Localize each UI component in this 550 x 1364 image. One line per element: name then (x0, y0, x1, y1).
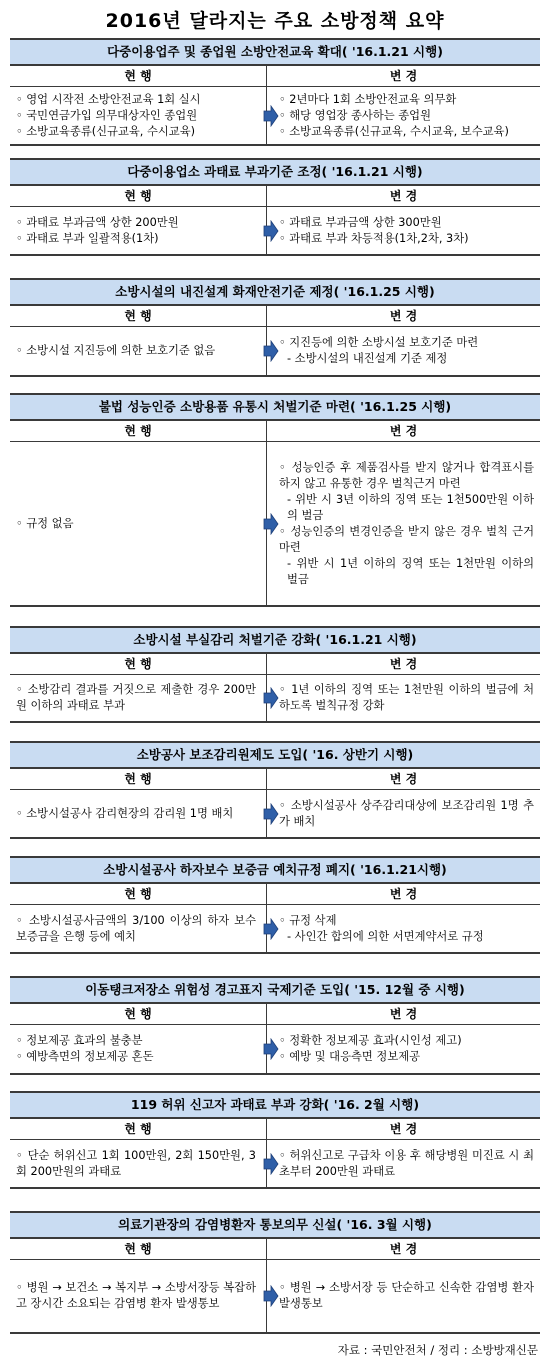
policy-item: ◦ 정보제공 효과의 불충분 (16, 1034, 143, 1047)
section-header: 소방시설 부실감리 처벌기준 강화( '16.1.21 시행) (10, 626, 540, 654)
change-column-header: 변 경 (389, 69, 418, 83)
current-policy-cell (10, 442, 267, 605)
policy-item: ◦ 규정 없음 (16, 516, 74, 530)
policy-section (10, 856, 540, 954)
policy-item: ◦ 과태료 부과금액 상한 300만원 (279, 215, 442, 229)
arrow-right-icon (263, 918, 279, 940)
policy-item: ◦ 허위신고로 구급차 이용 후 해당병원 미진료 시 최초부터 200만원 과태료 (279, 1148, 534, 1178)
policy-item: ◦ 국민연금가입 의무대상자인 종업원 (16, 108, 198, 122)
arrow-right-icon (263, 105, 279, 127)
policy-item: ◦ 소방교육종류(신규교육, 수시교육) (16, 124, 196, 138)
current-policy-cell (10, 905, 267, 952)
current-policy-cell (10, 1260, 267, 1332)
arrow-right-icon (263, 803, 279, 825)
current-policy-cell (10, 1025, 267, 1073)
comparison-table (10, 66, 540, 146)
arrow-right-icon (263, 687, 279, 709)
policy-item: ◦ 단순 허위신고 1회 100만원, 2회 150만원, 3회 200만원의 과태료 (16, 1148, 256, 1178)
policy-item: ◦ 해당 영업장 종사하는 종업원 (279, 108, 431, 122)
policy-section (10, 38, 540, 146)
arrow-right-icon (263, 1285, 279, 1307)
changed-policy-cell (267, 675, 540, 721)
section-header: 불법 성능인증 소방용품 유통시 처벌기준 마련( '16.1.25 시행) (10, 393, 540, 421)
current-column-header: 현 행 (10, 66, 267, 86)
arrow-right-icon (263, 1038, 279, 1060)
policy-item: - 소방시설의 내진설계 기준 제정 (287, 352, 448, 365)
policy-item: ◦ 병원 → 소방서장 등 단순하고 신속한 감염병 환자 발생통보 (279, 1281, 534, 1310)
policy-item: ◦ 예방측면의 정보제공 혼돈 (16, 1050, 154, 1063)
current-policy-cell (10, 1140, 267, 1187)
section-header: 119 허위 신고자 과태료 부과 강화( '16. 2월 시행) (10, 1091, 540, 1119)
changed-policy-cell (267, 1140, 540, 1187)
changed-policy-cell (267, 790, 540, 837)
policy-item: ◦ 2년마다 1회 소방안전교육 의무화 (279, 92, 457, 106)
current-column-header: 현 행 (10, 884, 267, 904)
current-policy-cell (10, 675, 267, 721)
current-column-header: 현 행 (10, 1119, 267, 1139)
change-column-header: 변 경 (389, 309, 418, 323)
policy-section (10, 976, 540, 1075)
policy-item: - 사인간 합의에 의한 서면계약서로 규정 (287, 929, 484, 943)
change-column-header: 변 경 (389, 657, 418, 671)
policy-item: ◦ 소방감리 결과를 거짓으로 제출한 경우 200만원 이하의 과태료 부과 (16, 683, 256, 712)
section-header: 다중이용업주 및 종업원 소방안전교육 확대( '16.1.21 시행) (10, 38, 540, 66)
section-header: 소방시설공사 하자보수 보증금 예치규정 폐지( '16.1.21시행) (10, 856, 540, 884)
policy-item: - 위반 시 3년 이하의 징역 또는 1천500만원 이하의 벌금 (287, 492, 534, 522)
policy-item: - 위반 시 1년 이하의 징역 또는 1천만원 이하의 벌금 (287, 556, 534, 586)
changed-policy-cell (267, 1260, 540, 1332)
change-column-header: 변 경 (389, 887, 418, 901)
policy-section (10, 1211, 540, 1334)
change-column-header: 변 경 (389, 772, 418, 786)
policy-section (10, 626, 540, 723)
policy-item: ◦ 과태료 부과금액 상한 200만원 (16, 215, 179, 229)
policy-section (10, 393, 540, 607)
arrow-right-icon (263, 513, 279, 535)
changed-policy-cell (267, 327, 540, 375)
policy-item: ◦ 영업 시작전 소방안전교육 1회 실시 (16, 92, 201, 106)
arrow-right-icon (263, 220, 279, 242)
change-column-header: 변 경 (389, 1242, 418, 1256)
changed-policy-cell (267, 87, 540, 144)
policy-section (10, 741, 540, 839)
policy-item: ◦ 1년 이하의 징역 또는 1천만원 이하의 벌금에 처하도록 벌칙규정 강화 (279, 683, 534, 712)
policy-item: ◦ 예방 및 대응측면 정보제공 (279, 1050, 421, 1063)
policy-item: ◦ 소방시설공사 감리현장의 감리원 1명 배치 (16, 806, 234, 820)
change-column-header: 변 경 (389, 424, 418, 438)
comparison-table (10, 1239, 540, 1334)
policy-item: ◦ 소방시설공사금액의 3/100 이상의 하자 보수 보증금을 은행 등에 예치 (16, 913, 256, 943)
comparison-table (10, 306, 540, 377)
section-header: 다중이용업소 과태료 부과기준 조정( '16.1.21 시행) (10, 158, 540, 186)
changed-policy-cell (267, 905, 540, 952)
current-policy-cell (10, 327, 267, 375)
current-policy-cell (10, 87, 267, 144)
current-column-header: 현 행 (10, 1239, 267, 1259)
change-column-header: 변 경 (389, 1122, 418, 1136)
change-column-header: 변 경 (389, 189, 418, 203)
comparison-table (10, 769, 540, 839)
current-policy-cell (10, 207, 267, 254)
policy-item: ◦ 성능인증 후 제품검사를 받지 않거나 합격표시를 하지 않고 유통한 경우 벌칙근거 마련 (279, 460, 534, 490)
policy-item: ◦ 정확한 정보제공 효과(시인성 제고) (279, 1034, 462, 1047)
policy-item: ◦ 지진등에 의한 소방시설 보호기준 마련 (279, 336, 479, 349)
section-header: 소방시설의 내진설계 화재안전기준 제정( '16.1.25 시행) (10, 278, 540, 306)
comparison-table (10, 654, 540, 723)
change-column-header: 변 경 (389, 1007, 418, 1021)
section-header: 의료기관장의 감염병환자 통보의무 신설( '16. 3월 시행) (10, 1211, 540, 1239)
policy-section (10, 278, 540, 377)
policy-item: ◦ 성능인증의 변경인증을 받지 않은 경우 벌칙 근거 마련 (279, 524, 534, 554)
current-column-header: 현 행 (10, 306, 267, 326)
policy-item: ◦ 과태료 부과 일괄적용(1차) (16, 231, 159, 245)
comparison-table (10, 186, 540, 256)
policy-item: ◦ 과태료 부과 차등적용(1차,2차, 3차) (279, 231, 469, 245)
current-column-header: 현 행 (10, 769, 267, 789)
section-header: 소방공사 보조감리원제도 도입( '16. 상반기 시행) (10, 741, 540, 769)
source-credit: 자료 : 국민안전처 / 정리 : 소방방재신문 (337, 1343, 538, 1357)
arrow-right-icon (263, 340, 279, 362)
policy-section (10, 158, 540, 256)
arrow-right-icon (263, 1153, 279, 1175)
policy-item: ◦ 규정 삭제 (279, 913, 337, 927)
policy-item: ◦ 소방시설 지진등에 의한 보호기준 없음 (16, 344, 216, 357)
current-column-header: 현 행 (10, 1004, 267, 1024)
current-column-header: 현 행 (10, 186, 267, 206)
section-header: 이동탱크저장소 위험성 경고표지 국제기준 도입( '15. 12월 중 시행) (10, 976, 540, 1004)
page-title: 2016년 달라지는 주요 소방정책 요약 (105, 10, 445, 32)
current-column-header: 현 행 (10, 421, 267, 441)
changed-policy-cell (267, 442, 540, 605)
changed-policy-cell (267, 1025, 540, 1073)
policy-item: ◦ 소방시설공사 상주감리대상에 보조감리원 1명 추가 배치 (279, 798, 534, 828)
comparison-table (10, 884, 540, 954)
policy-item: ◦ 소방교육종류(신규교육, 수시교육, 보수교육) (279, 124, 509, 138)
comparison-table (10, 1004, 540, 1075)
comparison-table (10, 421, 540, 607)
current-column-header: 현 행 (10, 654, 267, 674)
policy-item: ◦ 병원 → 보건소 → 복지부 → 소방서장등 복잡하고 장시간 소요되는 감염병 환자 발생통보 (16, 1281, 256, 1310)
changed-policy-cell (267, 207, 540, 254)
comparison-table (10, 1119, 540, 1189)
policy-section (10, 1091, 540, 1189)
current-policy-cell (10, 790, 267, 837)
